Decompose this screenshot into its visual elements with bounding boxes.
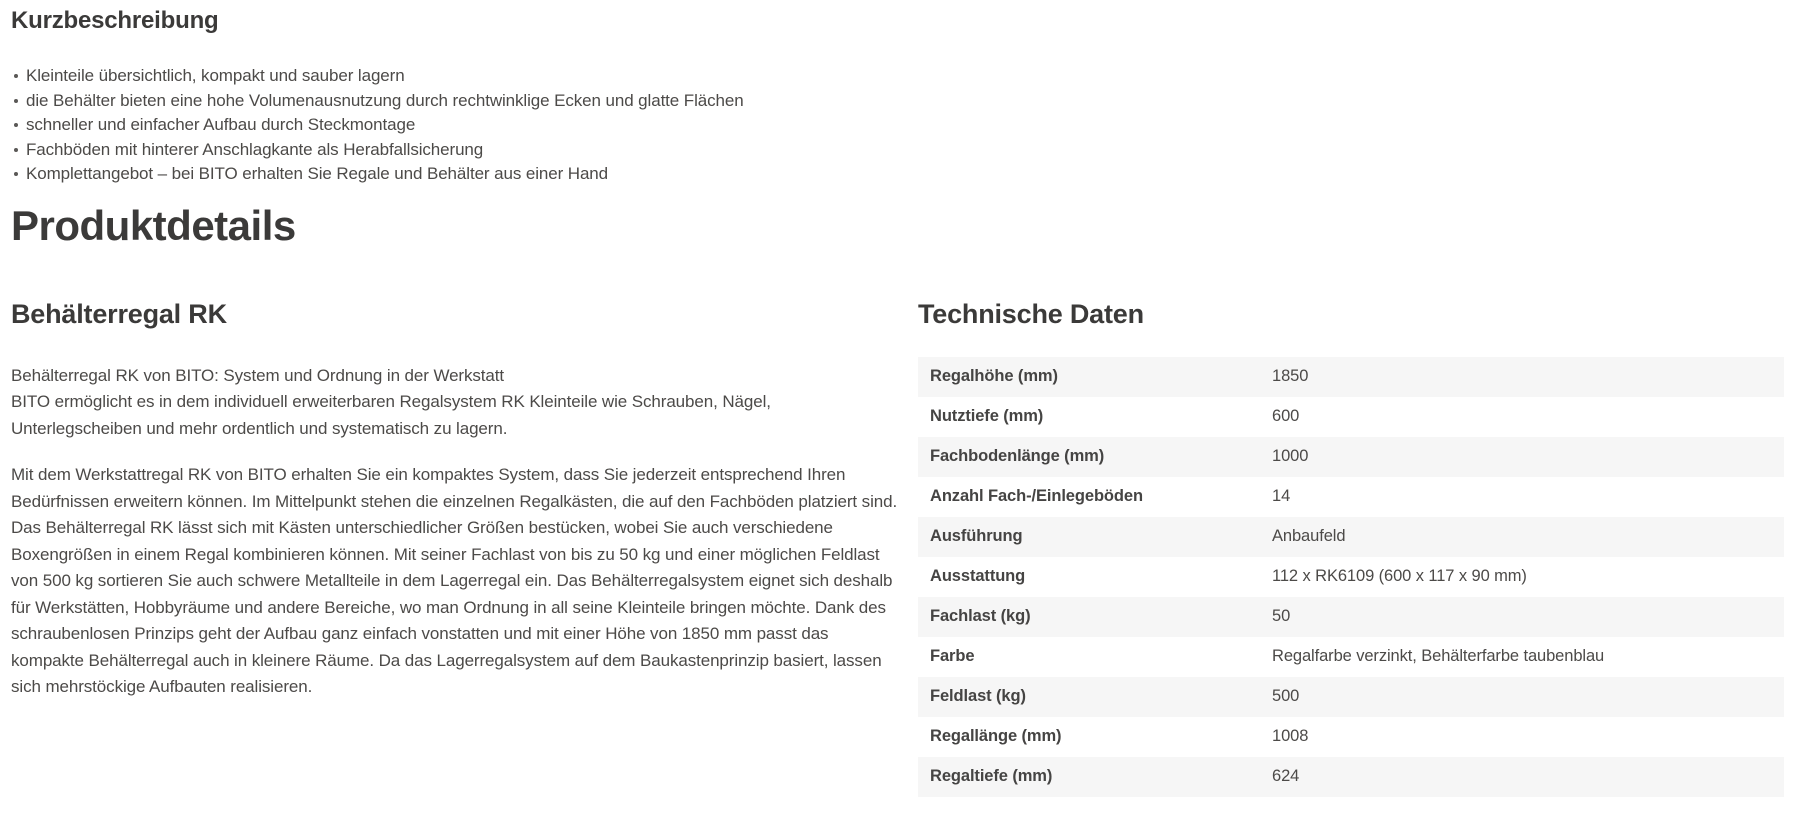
technical-data-column — [918, 297, 1784, 797]
spec-value: Anbaufeld — [1272, 527, 1346, 545]
spec-value: 112 x RK6109 (600 x 117 x 90 mm) — [1272, 567, 1527, 585]
bullet-text: Kleinteile übersichtlich, kompakt und sauber lagern — [26, 66, 405, 85]
spec-value: Regalfarbe verzinkt, Behälterfarbe taubenblau — [1272, 647, 1605, 665]
bullet-dot-icon — [14, 148, 18, 152]
bullet-text: Fachböden mit hinterer Anschlagkante als Herabfallsicherung — [26, 139, 484, 159]
product-title: Behälterregal RK — [11, 298, 227, 329]
spec-label: Fachlast (kg) — [930, 607, 1031, 625]
spec-value: 50 — [1272, 607, 1291, 625]
spec-label: Regalhöhe (mm) — [930, 367, 1058, 385]
spec-label: Nutztiefe (mm) — [930, 407, 1044, 425]
bullet-item — [11, 89, 1807, 114]
bullet-dot-icon — [14, 99, 18, 103]
short-description-title: Kurzbeschreibung — [11, 7, 219, 34]
technical-data-title: Technische Daten — [918, 298, 1144, 329]
spec-label: Ausführung — [930, 527, 1023, 545]
spec-label: Regallänge (mm) — [930, 727, 1062, 745]
spec-row — [918, 397, 1784, 437]
spec-row — [918, 557, 1784, 597]
spec-label: Regaltiefe (mm) — [930, 767, 1053, 785]
bullet-item — [11, 113, 1807, 138]
product-intro — [11, 363, 904, 443]
spec-row — [918, 677, 1784, 717]
spec-row — [918, 757, 1784, 797]
spec-label: Farbe — [930, 647, 975, 665]
details-columns — [11, 297, 1807, 797]
tech-data-table — [918, 357, 1784, 797]
spec-label: Ausstattung — [930, 567, 1026, 585]
product-intro-line2: BITO ermöglicht es in dem individuell erweiterbaren Regalsystem RK Kleinteile wie Schrauben, Nägel, Unterlegscheiben und mehr ordentlich und systematisch zu lagern. — [11, 392, 771, 438]
bullet-text: Komplettangebot – bei BITO erhalten Sie Regale und Behälter aus einer Hand — [26, 164, 609, 183]
bullet-item — [11, 162, 1807, 187]
product-intro-line1: Behälterregal RK von BITO: System und Ordnung in der Werkstatt — [11, 365, 505, 385]
spec-label: Fachbodenlänge (mm) — [930, 447, 1105, 465]
bullet-item — [11, 138, 1807, 163]
spec-value: 14 — [1272, 487, 1291, 505]
product-description: Mit dem Werkstattregal RK von BITO erhalten Sie ein kompaktes System, dass Sie jederzeit entsprechend Ihren Bedürfnissen erweitern können. Im Mittelpunkt stehen die einzelnen Regalkästen, die auf den Fachböden platziert sind. Das Behälterregal RK lässt sich mit Kästen unterschiedlicher Größen bestücken, wobei Sie auch verschiedene Boxengrößen in einem Regal kombinieren können. Mit seiner Fachlast von bis zu 50 kg und einer möglichen Feldlast von 500 kg sortieren Sie auch schwere Metallteile in dem Lagerregal ein. Das Behälterregalsystem eignet sich deshalb für Werkstätten, Hobbyräume und andere Bereiche, wo man Ordnung in all seine Kleinteile bringen möchte. Dank des schraubenlosen Prinzips geht der Aufbau ganz einfach vonstatten und mit einer Höhe von 1850 mm passt das kompakte Behälterregal auch in kleinere Räume. Da das Lagerregalsystem auf dem Baukastenprinzip basiert, lassen sich mehrstöckige Aufbauten realisieren. — [11, 465, 898, 696]
spec-row — [918, 597, 1784, 637]
spec-value: 500 — [1272, 687, 1300, 705]
spec-label: Feldlast (kg) — [930, 687, 1026, 705]
spec-row — [918, 437, 1784, 477]
spec-row — [918, 477, 1784, 517]
spec-value: 600 — [1272, 407, 1300, 425]
bullet-dot-icon — [14, 172, 18, 176]
bullet-dot-icon — [14, 123, 18, 127]
spec-row — [918, 637, 1784, 677]
bullet-item — [11, 64, 1807, 89]
spec-value: 624 — [1272, 767, 1300, 785]
spec-label: Anzahl Fach-/Einlegeböden — [930, 487, 1143, 505]
bullet-text: schneller und einfacher Aufbau durch Steckmontage — [26, 115, 416, 134]
spec-row — [918, 357, 1784, 397]
spec-value: 1850 — [1272, 367, 1309, 385]
spec-row — [918, 517, 1784, 557]
bullet-dot-icon — [14, 74, 18, 78]
spec-row — [918, 717, 1784, 757]
bullet-text: die Behälter bieten eine hohe Volumenausnutzung durch rechtwinklige Ecken und glatte Flächen — [26, 90, 744, 110]
short-description-list — [11, 64, 1807, 187]
spec-value: 1000 — [1272, 447, 1309, 465]
spec-value: 1008 — [1272, 727, 1309, 745]
product-description-column — [11, 297, 904, 797]
product-page — [0, 6, 1807, 797]
product-details-title: Produktdetails — [11, 201, 296, 249]
